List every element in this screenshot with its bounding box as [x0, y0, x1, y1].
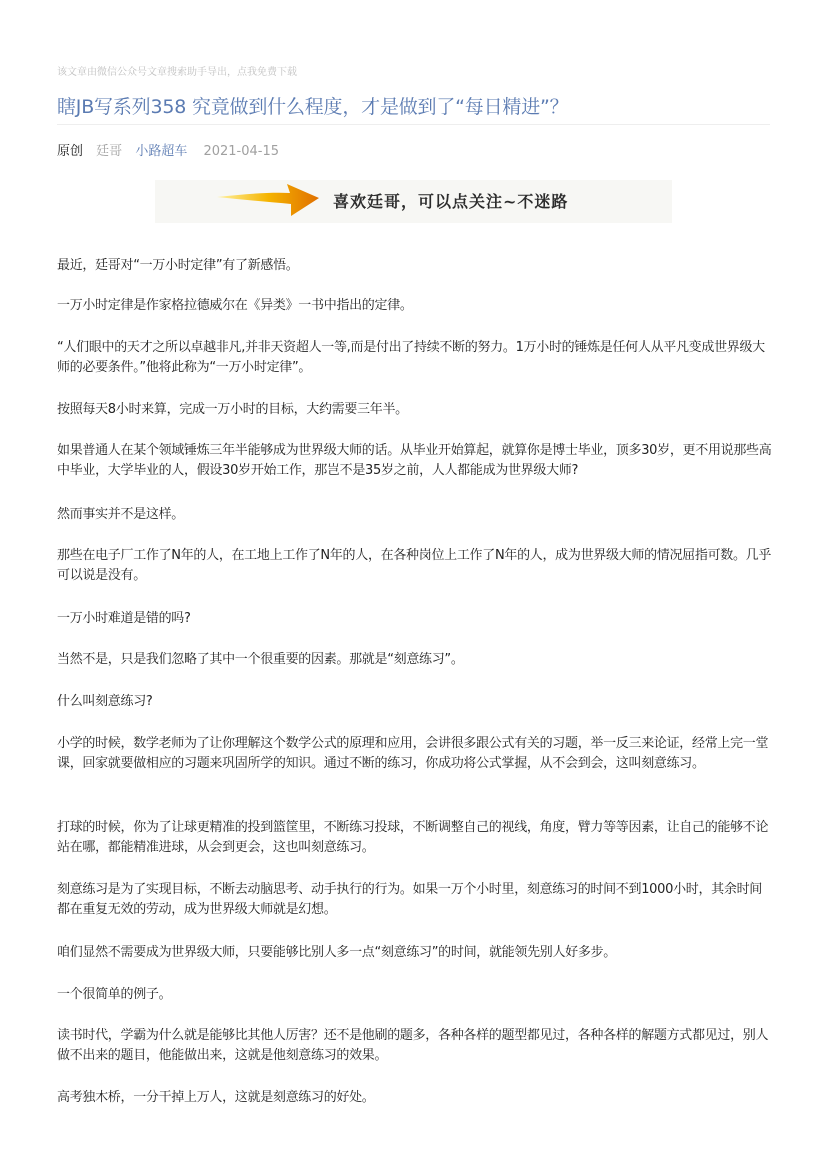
export-notice[interactable]: 该文章由微信公众号文章搜索助手导出，点我免费下载 — [57, 67, 297, 78]
paragraph: 一万小时难道是错的吗? — [57, 611, 191, 626]
paragraph: 读书时代，学霸为什么就是能够比其他人厉害？还不是他刷的题多，各种各样的题型都见过，各种各样的解题方式都见过，别人做不出来的题目，他能做出来，这就是他刻意练习的效果。 — [57, 1028, 769, 1063]
paragraph: 什么叫刻意练习? — [57, 694, 153, 709]
paragraph: 当然不是，只是我们忽略了其中一个很重要的因素。那就是“刻意练习”。 — [57, 652, 464, 667]
paragraph: 一个很简单的例子。 — [57, 987, 172, 1002]
follow-banner — [155, 180, 672, 223]
paragraph: 那些在电子厂工作了N年的人，在工地上工作了N年的人，在各种岗位上工作了N年的人，成为世界级大师的情况屈指可数。几乎可以说是没有。 — [57, 548, 772, 583]
article-title: 瞎JB写系列358 究竟做到什么程度，才是做到了“每日精进”？ — [57, 96, 569, 118]
paragraph: 最近，廷哥对“一万小时定律”有了新感悟。 — [57, 258, 299, 273]
paragraph: 按照每天8小时来算，完成一万小时的目标，大约需要三年半。 — [57, 402, 408, 417]
paragraph: 刻意练习是为了实现目标，不断去动脑思考、动手执行的行为。如果一万个小时里，刻意练习的时间不到1000小时，其余时间都在重复无效的劳动，成为世界级大师就是幻想。 — [57, 882, 762, 917]
paragraph: 打球的时候，你为了让球更精准的投到篮筐里，不断练习投球，不断调整自己的视线，角度，臂力等等因素，让自己的能够不论站在哪，都能精准进球，从会到更会，这也叫刻意练习。 — [57, 820, 769, 855]
author-name: 廷哥 — [96, 144, 123, 159]
paragraph: 如果普通人在某个领域锤炼三年半能够成为世界级大师的话。从毕业开始算起，就算你是博士毕业，顶多30岁，更不用说那些高中毕业，大学毕业的人，假设30岁开始工作，那岂不是35岁之前，人人都能成为世界级大师? — [57, 443, 772, 478]
paragraph: 高考独木桥，一分干掉上万人，这就是刻意练习的好处。 — [57, 1090, 375, 1105]
paragraph: “人们眼中的天才之所以卓越非凡,并非天资超人一等,而是付出了持续不断的努力。1万小时的锤炼是任何人从平凡变成世界级大师的必要条件。”他将此称为“一万小时定律”。 — [57, 340, 765, 375]
banner-text: 喜欢廷哥，可以点关注~不迷路 — [333, 192, 569, 211]
article-meta — [57, 140, 288, 159]
original-label: 原创 — [57, 144, 84, 159]
title-divider — [57, 124, 770, 125]
arrow-icon — [215, 180, 325, 223]
paragraph: 一万小时定律是作家格拉德威尔在《异类》一书中指出的定律。 — [57, 298, 413, 313]
publish-date: 2021-04-15 — [203, 144, 280, 159]
paragraph: 然而事实并不是这样。 — [57, 507, 185, 522]
paragraph: 咱们显然不需要成为世界级大师，只要能够比别人多一点“刻意练习”的时间，就能领先别人好多步。 — [57, 945, 616, 960]
account-link[interactable]: 小路超车 — [135, 144, 188, 159]
paragraph: 小学的时候，数学老师为了让你理解这个数学公式的原理和应用，会讲很多跟公式有关的习题，举一反三来论证，经常上完一堂课，回家就要做相应的习题来巩固所学的知识。通过不断的练习，你成功将公式掌握，从不会到会，这叫刻意练习。 — [57, 736, 769, 771]
